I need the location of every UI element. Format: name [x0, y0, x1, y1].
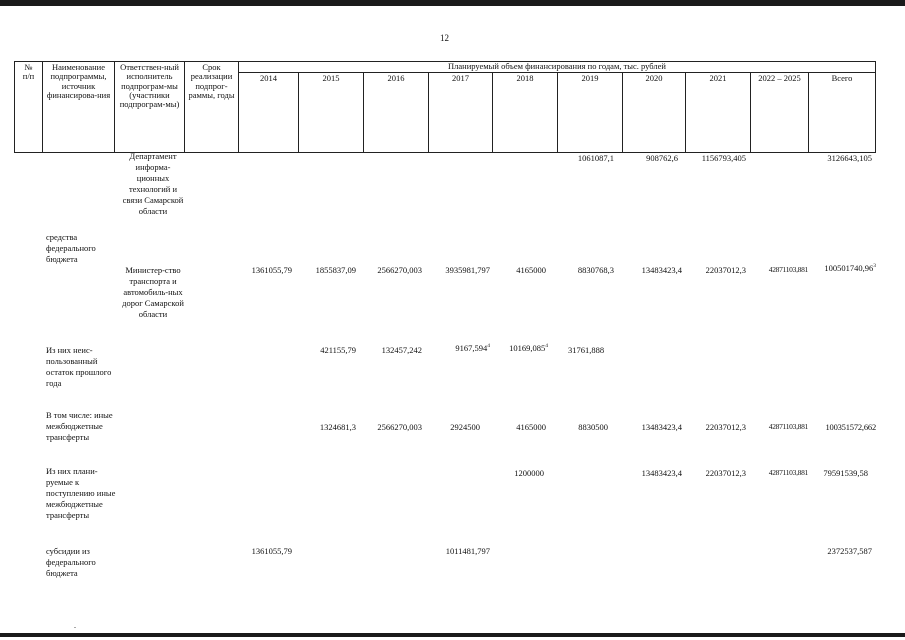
value-2022-2025: 42871103,881 [768, 468, 808, 477]
label-federal-subsidies: субсидии из федерального бюджета [46, 546, 96, 578]
value-2014: 1361055,79 [251, 546, 292, 556]
value-total: 2372537,587 [827, 546, 872, 556]
value-2015: 1855837,09 [315, 265, 356, 275]
page-number: 12 [440, 33, 449, 43]
header-year: 2015 [299, 72, 364, 152]
label-federal-funds: средства федерального бюджета [46, 232, 96, 264]
header-year: 2016 [364, 72, 429, 152]
value-2014: 1361055,79 [251, 265, 292, 275]
value-2021: 1156793,405 [701, 153, 746, 163]
label-unused-balance: Из них неис-пользованный остаток прошлого года [46, 345, 112, 388]
header-year: 2017 [429, 72, 493, 152]
bottom-mark: . [74, 621, 76, 630]
value-2019: 8830500 [578, 422, 608, 432]
value-2021: 22037012,3 [705, 265, 746, 275]
header-num: № п/п [15, 62, 43, 153]
value-2022-2025: 42871103,881 [768, 422, 808, 431]
value-total: 100351572,662 [825, 422, 876, 432]
value-2015: 1324681,3 [319, 422, 356, 432]
header-planned: Планируемый объем финансирования по годам, тыс. рублей [239, 62, 876, 73]
value-2022-2025: 42871103,881 [768, 265, 808, 274]
header-year: 2018 [493, 72, 558, 152]
header-executor: Ответствен-ный исполнитель подпрограм-мы (участники подпрограм-мы) [115, 62, 185, 153]
top-border [0, 0, 905, 6]
header-name: Наименование подпрограммы, источник финансирова-ния [43, 62, 115, 153]
value-2016: 2566270,003 [377, 265, 422, 275]
value-2021: 22037012,3 [705, 468, 746, 478]
value-2018: 4165000 [516, 265, 546, 275]
value-2016: 2566270,003 [377, 422, 422, 432]
value-2016: 132457,242 [381, 345, 422, 355]
label-transfers: В том числе: иные межбюджетные трансферты [46, 410, 113, 442]
value-2018: 10169,085$^4$ [509, 343, 548, 353]
header-year: 2022 – 2025 [751, 72, 809, 152]
executor-ministry-transport: Министер-ство транспорта и автомобиль-ных дорог Самарской области [122, 265, 184, 319]
value-total: 79591539,58 [823, 468, 868, 478]
header-year: 2014 [239, 72, 299, 152]
value-2015: 421155,79 [320, 345, 356, 355]
value-2017: 2924500 [450, 422, 480, 432]
value-2019: 8830768,3 [577, 265, 614, 275]
value-2018: 4165000 [516, 422, 546, 432]
header-year: Всего [809, 72, 876, 152]
value-2017: 3935981,797 [445, 265, 490, 275]
value-2017: 1011481,797 [445, 546, 490, 556]
executor-dept-it: Департамент информа-ционных технологий и связи Самарской области [122, 151, 184, 216]
label-planned-transfers: Из них плани-руемые к поступлению иные межбюджетные трансферты [46, 466, 116, 520]
value-total: 3126643,105 [827, 153, 872, 163]
value-2017: 9167,594$^4$ [455, 343, 490, 353]
header-year: 2021 [686, 72, 751, 152]
value-2019: 31761,888 [568, 345, 605, 355]
value-2020: 908762,6 [646, 153, 678, 163]
bottom-border [0, 633, 905, 637]
value-2020: 13483423,4 [641, 468, 682, 478]
header-year: 2020 [623, 72, 686, 152]
value-total: 100501740,96$^3$ [824, 263, 876, 273]
header-year: 2019 [558, 72, 623, 152]
header-term: Срок реализации подпрог-раммы, годы [185, 62, 239, 153]
value-2020: 13483423,4 [641, 422, 682, 432]
financing-table-header [14, 61, 876, 153]
value-2018: 1200000 [514, 468, 544, 478]
value-2019: 1061087,1 [577, 153, 614, 163]
value-2020: 13483423,4 [641, 265, 682, 275]
value-2021: 22037012,3 [705, 422, 746, 432]
